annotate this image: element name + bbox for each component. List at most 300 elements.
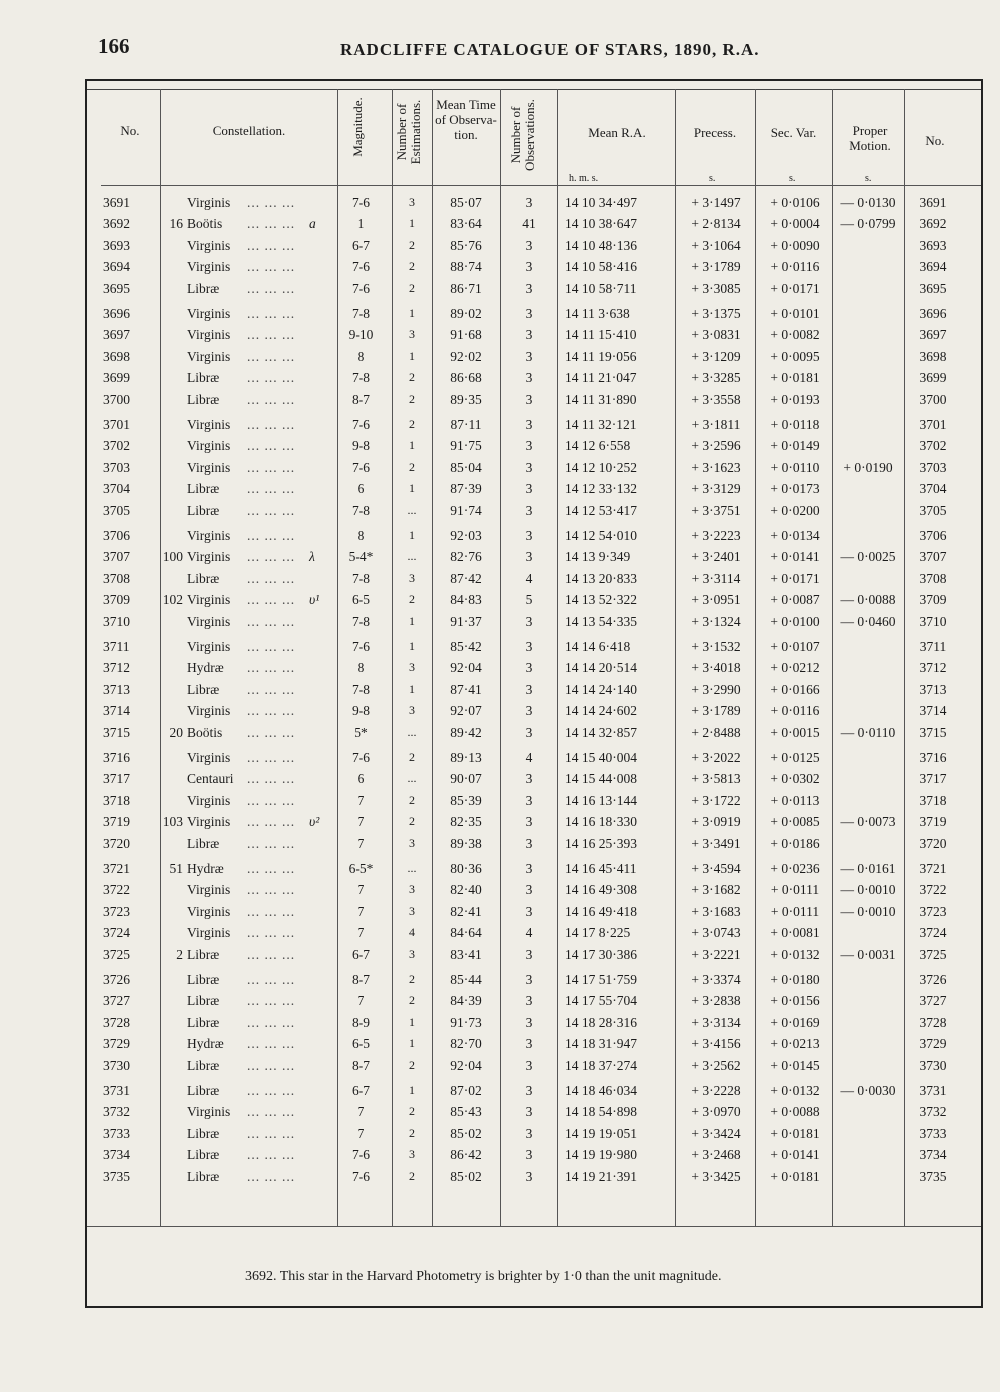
row-number: 3700: [103, 391, 130, 407]
precession: + 3·2562: [691, 1057, 741, 1073]
row-number-right: 3722: [919, 882, 947, 898]
row-number: 3703: [103, 459, 130, 475]
observations: 3: [525, 280, 533, 296]
header-precess-units: s.: [709, 173, 716, 184]
table-row: [87, 750, 981, 771]
row-number-right: 3713: [919, 681, 947, 697]
constellation: Libræ: [187, 1147, 220, 1163]
table-row: [87, 195, 981, 216]
table-row: [87, 882, 981, 903]
leader-dots: ... ... ...: [247, 1014, 296, 1030]
constellation: Virginis: [187, 613, 231, 629]
mean-time: 87·42: [450, 570, 482, 586]
magnitude: 8: [357, 528, 365, 543]
estimations: 1: [409, 216, 415, 231]
row-number-right: 3712: [919, 660, 947, 676]
row-number: 3701: [103, 417, 130, 432]
secular-variation: + 0·0180: [770, 972, 820, 987]
leader-dots: ... ... ...: [247, 750, 296, 765]
leader-dots: ... ... ...: [247, 481, 296, 497]
estimations: 2: [409, 814, 415, 829]
constellation: Hydræ: [187, 660, 224, 676]
footnote: 3692. This star in the Harvard Photometry is brighter by 1·0 than the unit magnitude.: [245, 1269, 722, 1284]
precession: + 2·8134: [691, 216, 741, 232]
leader-dots: ... ... ...: [247, 835, 296, 851]
row-number-right: 3723: [919, 903, 947, 919]
row-number-right: 3718: [919, 792, 947, 808]
row-number: 3720: [103, 835, 130, 851]
row-number: 3735: [103, 1168, 130, 1184]
precession: + 3·3425: [691, 1168, 741, 1184]
leader-dots: ... ... ...: [247, 724, 296, 740]
flamsteed-number: 103: [162, 814, 183, 830]
estimations: 3: [409, 660, 415, 675]
observations: 3: [525, 327, 533, 343]
secular-variation: + 0·0171: [770, 280, 820, 296]
observations: 3: [525, 481, 533, 497]
estimations: 1: [409, 481, 415, 496]
row-number-right: 3728: [919, 1014, 947, 1030]
precession: + 3·2990: [691, 681, 741, 697]
row-number-right: 3735: [919, 1168, 947, 1184]
row-number-right: 3693: [919, 237, 947, 253]
constellation: Virginis: [187, 703, 231, 719]
magnitude: 7-6: [352, 280, 370, 296]
secular-variation: + 0·0111: [770, 882, 820, 898]
magnitude: 7-8: [352, 570, 370, 586]
observations: 4: [525, 750, 533, 765]
leader-dots: ... ... ...: [247, 903, 296, 919]
estimations: 3: [409, 882, 415, 897]
observations: 3: [525, 660, 533, 676]
table-row: [87, 614, 981, 635]
table-row: [87, 571, 981, 592]
estimations: 2: [409, 1057, 415, 1072]
magnitude: 7-8: [352, 613, 370, 629]
precession: + 3·3491: [691, 835, 741, 851]
precession: + 3·2596: [691, 438, 741, 454]
table-row: [87, 682, 981, 703]
row-number: 3728: [103, 1014, 130, 1030]
mean-ra: 14 19 19·980: [565, 1147, 637, 1163]
mean-time: 86·42: [450, 1147, 482, 1163]
mean-ra: 14 10 34·497: [565, 195, 637, 210]
secular-variation: + 0·0156: [770, 993, 820, 1009]
constellation: Libræ: [187, 1125, 220, 1141]
observations: 3: [525, 417, 533, 432]
magnitude: 8: [357, 348, 365, 364]
proper-motion: — 0·0161: [840, 861, 896, 876]
leader-dots: ... ... ...: [247, 259, 296, 275]
header-ra-units: h. m. s.: [569, 173, 599, 184]
observations: 3: [525, 861, 533, 876]
estimations: ...: [407, 502, 417, 517]
row-number: 3708: [103, 570, 130, 586]
row-number-right: 3733: [919, 1125, 947, 1141]
row-number: 3719: [103, 814, 130, 830]
constellation: Libræ: [187, 835, 220, 851]
mean-time: 89·35: [450, 391, 482, 407]
precession: + 3·2022: [691, 750, 741, 765]
mean-time: 91·68: [450, 327, 482, 343]
estimations: 3: [409, 703, 415, 718]
estimations: 2: [409, 259, 415, 274]
mean-ra: 14 10 38·647: [565, 216, 637, 232]
mean-time: 92·02: [450, 348, 482, 364]
mean-ra: 14 12 54·010: [565, 528, 637, 543]
secular-variation: + 0·0166: [770, 681, 820, 697]
secular-variation: + 0·0181: [770, 1125, 820, 1141]
row-number: 3704: [103, 481, 130, 497]
secular-variation: + 0·0212: [770, 660, 820, 676]
mean-ra: 14 14 20·514: [565, 660, 637, 676]
precession: + 2·8488: [691, 724, 741, 740]
mean-time: 89·02: [450, 306, 482, 321]
observations: 41: [522, 216, 536, 232]
leader-dots: ... ... ...: [247, 1168, 296, 1184]
row-number-right: 3692: [919, 216, 947, 232]
estimations: 1: [409, 438, 415, 453]
row-number: 3731: [103, 1083, 130, 1098]
estimations: 3: [409, 327, 415, 342]
row-number: 3699: [103, 370, 130, 386]
proper-motion: — 0·0031: [840, 946, 896, 962]
row-number: 3705: [103, 502, 130, 518]
magnitude: 7-6: [352, 259, 370, 275]
leader-dots: ... ... ...: [247, 216, 296, 232]
row-number: 3692: [103, 216, 130, 232]
precession: + 3·3129: [691, 481, 741, 497]
precession: + 3·3285: [691, 370, 741, 386]
greek-letter: a: [309, 216, 316, 232]
magnitude: 7-8: [352, 681, 370, 697]
secular-variation: + 0·0171: [770, 570, 820, 586]
precession: + 3·1789: [691, 259, 741, 275]
mean-ra: 14 10 48·136: [565, 237, 637, 253]
row-number-right: 3697: [919, 327, 947, 343]
table-row: [87, 592, 981, 613]
greek-letter: υ²: [309, 814, 320, 830]
precession: + 3·4018: [691, 660, 741, 676]
leader-dots: ... ... ...: [247, 502, 296, 518]
mean-time: 92·03: [450, 528, 482, 543]
row-number-right: 3715: [919, 724, 947, 740]
constellation: Libræ: [187, 370, 220, 386]
magnitude: 6: [357, 771, 365, 787]
mean-ra: 14 11 21·047: [565, 370, 637, 386]
observations: 3: [525, 835, 533, 851]
precession: + 3·1789: [691, 703, 741, 719]
precession: + 3·5813: [691, 771, 741, 787]
mean-time: 85·76: [450, 237, 482, 253]
estimations: 1: [409, 639, 415, 653]
mean-time: 82·35: [450, 814, 482, 830]
mean-ra: 14 13 52·322: [565, 592, 637, 608]
secular-variation: + 0·0088: [770, 1104, 820, 1120]
mean-time: 84·39: [450, 993, 482, 1009]
secular-variation: + 0·0193: [770, 391, 820, 407]
leader-dots: ... ... ...: [247, 549, 296, 565]
table-row: [87, 481, 981, 502]
observations: 3: [525, 814, 533, 830]
mean-ra: 14 17 55·704: [565, 993, 637, 1009]
leader-dots: ... ... ...: [247, 327, 296, 343]
table-row: [87, 1083, 981, 1104]
constellation: Libræ: [187, 481, 220, 497]
precession: + 3·3085: [691, 280, 741, 296]
magnitude: 7-8: [352, 370, 370, 386]
row-number: 3717: [103, 771, 130, 787]
precession: + 3·4594: [691, 861, 741, 876]
precession: + 3·1811: [691, 417, 741, 432]
table-row: [87, 972, 981, 993]
row-number-right: 3706: [919, 528, 947, 543]
magnitude: 6: [357, 481, 365, 497]
table-row: [87, 460, 981, 481]
mean-ra: 14 18 28·316: [565, 1014, 637, 1030]
estimations: 2: [409, 993, 415, 1008]
leader-dots: ... ... ...: [247, 280, 296, 296]
magnitude: 6-7: [352, 237, 370, 253]
table-row: [87, 660, 981, 681]
precession: + 3·1375: [691, 306, 741, 321]
estimations: 2: [409, 459, 415, 474]
magnitude: 1: [357, 216, 365, 232]
row-number-right: 3699: [919, 370, 947, 386]
table-row: [87, 417, 981, 438]
precession: + 3·1497: [691, 195, 741, 210]
row-number-right: 3700: [919, 391, 947, 407]
secular-variation: + 0·0100: [770, 613, 820, 629]
row-number-right: 3730: [919, 1057, 947, 1073]
table-row: [87, 771, 981, 792]
magnitude: 5-4*: [348, 549, 374, 565]
observations: 5: [525, 592, 533, 608]
estimations: ...: [407, 549, 417, 564]
precession: + 3·2221: [691, 946, 741, 962]
leader-dots: ... ... ...: [247, 681, 296, 697]
row-number-right: 3705: [919, 502, 947, 518]
precession: + 3·2838: [691, 993, 741, 1009]
proper-motion: — 0·0010: [840, 882, 896, 898]
secular-variation: + 0·0095: [770, 348, 820, 364]
magnitude: 6-5: [352, 592, 370, 608]
observations: 3: [525, 549, 533, 565]
constellation: Virginis: [187, 438, 231, 454]
proper-motion: — 0·0088: [840, 592, 896, 608]
row-number-right: 3698: [919, 348, 947, 364]
mean-time: 85·02: [450, 1125, 482, 1141]
row-number-right: 3714: [919, 703, 947, 719]
row-number-right: 3694: [919, 259, 947, 275]
leader-dots: ... ... ...: [247, 370, 296, 386]
mean-ra: 14 13 9·349: [565, 549, 631, 565]
table-row: [87, 1169, 981, 1190]
secular-variation: + 0·0085: [770, 814, 820, 830]
leader-dots: ... ... ...: [247, 459, 296, 475]
row-number: 3712: [103, 660, 130, 676]
estimations: 3: [409, 835, 415, 850]
observations: 3: [525, 259, 533, 275]
magnitude: 7: [357, 903, 365, 919]
magnitude: 7: [357, 993, 365, 1009]
observations: 3: [525, 681, 533, 697]
mean-time: 82·76: [450, 549, 482, 565]
observations: 3: [525, 771, 533, 787]
estimations: ...: [407, 771, 417, 786]
row-number-right: 3719: [919, 814, 947, 830]
secular-variation: + 0·0106: [770, 195, 820, 210]
magnitude: 9-8: [352, 703, 370, 719]
mean-time: 84·64: [450, 925, 482, 941]
flamsteed-number: 16: [169, 216, 183, 232]
precession: + 3·1722: [691, 792, 741, 808]
mean-ra: 14 19 21·391: [565, 1168, 637, 1184]
observations: 3: [525, 1014, 533, 1030]
constellation: Libræ: [187, 570, 220, 586]
row-number-right: 3703: [919, 459, 947, 475]
table-row: [87, 703, 981, 724]
table-row: [87, 281, 981, 302]
constellation: Virginis: [187, 903, 231, 919]
constellation: Virginis: [187, 792, 231, 808]
header-magnitude: Magnitude.: [350, 97, 365, 157]
mean-time: 92·04: [450, 660, 482, 676]
mean-time: 86·71: [450, 280, 482, 296]
constellation: Virginis: [187, 549, 231, 565]
secular-variation: + 0·0111: [770, 903, 820, 919]
constellation: Libræ: [187, 946, 220, 962]
estimations: 1: [409, 681, 415, 696]
constellation: Virginis: [187, 750, 231, 765]
table-row: [87, 993, 981, 1014]
leader-dots: ... ... ...: [247, 1125, 296, 1141]
mean-time: 89·38: [450, 835, 482, 851]
mean-time: 89·13: [450, 750, 482, 765]
magnitude: 9-10: [348, 327, 374, 343]
estimations: 2: [409, 280, 415, 295]
leader-dots: ... ... ...: [247, 391, 296, 407]
observations: 3: [525, 1168, 533, 1184]
leader-dots: ... ... ...: [247, 1083, 296, 1098]
flamsteed-number: 100: [162, 549, 183, 565]
precession: + 3·2228: [691, 1083, 741, 1098]
row-number-right: 3707: [919, 549, 947, 565]
secular-variation: + 0·0113: [770, 792, 820, 808]
secular-variation: + 0·0186: [770, 835, 820, 851]
leader-dots: ... ... ...: [247, 882, 296, 898]
magnitude: 7: [357, 882, 365, 898]
mean-time: 85·44: [450, 972, 482, 987]
header-mean-ra: Mean R.A.: [588, 125, 646, 140]
row-number-right: 3704: [919, 481, 947, 497]
secular-variation: + 0·0090: [770, 237, 820, 253]
magnitude: 7: [357, 925, 365, 941]
mean-ra: 14 11 15·410: [565, 327, 637, 343]
row-number-right: 3727: [919, 993, 947, 1009]
secular-variation: + 0·0134: [770, 528, 820, 543]
secular-variation: + 0·0149: [770, 438, 820, 454]
constellation: Virginis: [187, 925, 231, 941]
magnitude: 8-7: [352, 972, 370, 987]
observations: 4: [525, 570, 533, 586]
mean-ra: 14 13 20·833: [565, 570, 637, 586]
mean-ra: 14 19 19·051: [565, 1125, 637, 1141]
leader-dots: ... ... ...: [247, 972, 296, 987]
row-number: 3706: [103, 528, 130, 543]
magnitude: 7: [357, 835, 365, 851]
magnitude: 8-9: [352, 1014, 370, 1030]
estimations: 2: [409, 417, 415, 431]
magnitude: 7-8: [352, 306, 370, 321]
observations: 3: [525, 903, 533, 919]
precession: + 3·0951: [691, 592, 741, 608]
secular-variation: + 0·0004: [770, 216, 820, 232]
proper-motion: — 0·0030: [840, 1083, 896, 1098]
mean-ra: 14 10 58·711: [565, 280, 637, 296]
secular-variation: + 0·0118: [770, 417, 820, 432]
precession: + 3·0831: [691, 327, 741, 343]
proper-motion: — 0·0460: [840, 613, 896, 629]
constellation: Libræ: [187, 1168, 220, 1184]
secular-variation: + 0·0213: [770, 1036, 820, 1052]
leader-dots: ... ... ...: [247, 814, 296, 830]
header-observations: Number of Observations.: [508, 99, 537, 171]
precession: + 3·2223: [691, 528, 741, 543]
magnitude: 7-6: [352, 195, 370, 210]
mean-time: 87·39: [450, 481, 482, 497]
constellation: Libræ: [187, 993, 220, 1009]
table-row: [87, 327, 981, 348]
mean-ra: 14 12 33·132: [565, 481, 637, 497]
estimations: 3: [409, 570, 415, 585]
flamsteed-number: 2: [176, 946, 183, 962]
table-row: [87, 904, 981, 925]
secular-variation: + 0·0181: [770, 370, 820, 386]
precession: + 3·3558: [691, 391, 741, 407]
secular-variation: + 0·0132: [770, 946, 820, 962]
precession: + 3·3424: [691, 1125, 741, 1141]
row-number: 3697: [103, 327, 130, 343]
mean-ra: 14 11 19·056: [565, 348, 637, 364]
header-mean-time: Mean Time of Observa- tion.: [435, 97, 497, 142]
magnitude: 7-6: [352, 639, 370, 654]
table-row: [87, 1126, 981, 1147]
secular-variation: + 0·0145: [770, 1057, 820, 1073]
row-number: 3696: [103, 306, 130, 321]
mean-ra: 14 12 6·558: [565, 438, 631, 454]
header-precess: Precess.: [693, 125, 737, 140]
observations: 3: [525, 993, 533, 1009]
estimations: 3: [409, 946, 415, 961]
flamsteed-number: 20: [169, 724, 183, 740]
estimations: 2: [409, 391, 415, 406]
table-bottom-rule: [87, 1226, 981, 1227]
row-number: 3698: [103, 348, 130, 364]
estimations: 1: [409, 613, 415, 628]
row-number-right: 3725: [919, 946, 947, 962]
constellation: Virginis: [187, 882, 231, 898]
magnitude: 6-7: [352, 946, 370, 962]
row-number-right: 3726: [919, 972, 947, 987]
mean-ra: 14 11 31·890: [565, 391, 637, 407]
table-row: [87, 925, 981, 946]
precession: + 3·3374: [691, 972, 741, 987]
observations: 3: [525, 639, 533, 654]
estimations: 3: [409, 1147, 415, 1162]
observations: 4: [525, 925, 533, 941]
greek-letter: υ¹: [309, 592, 320, 608]
